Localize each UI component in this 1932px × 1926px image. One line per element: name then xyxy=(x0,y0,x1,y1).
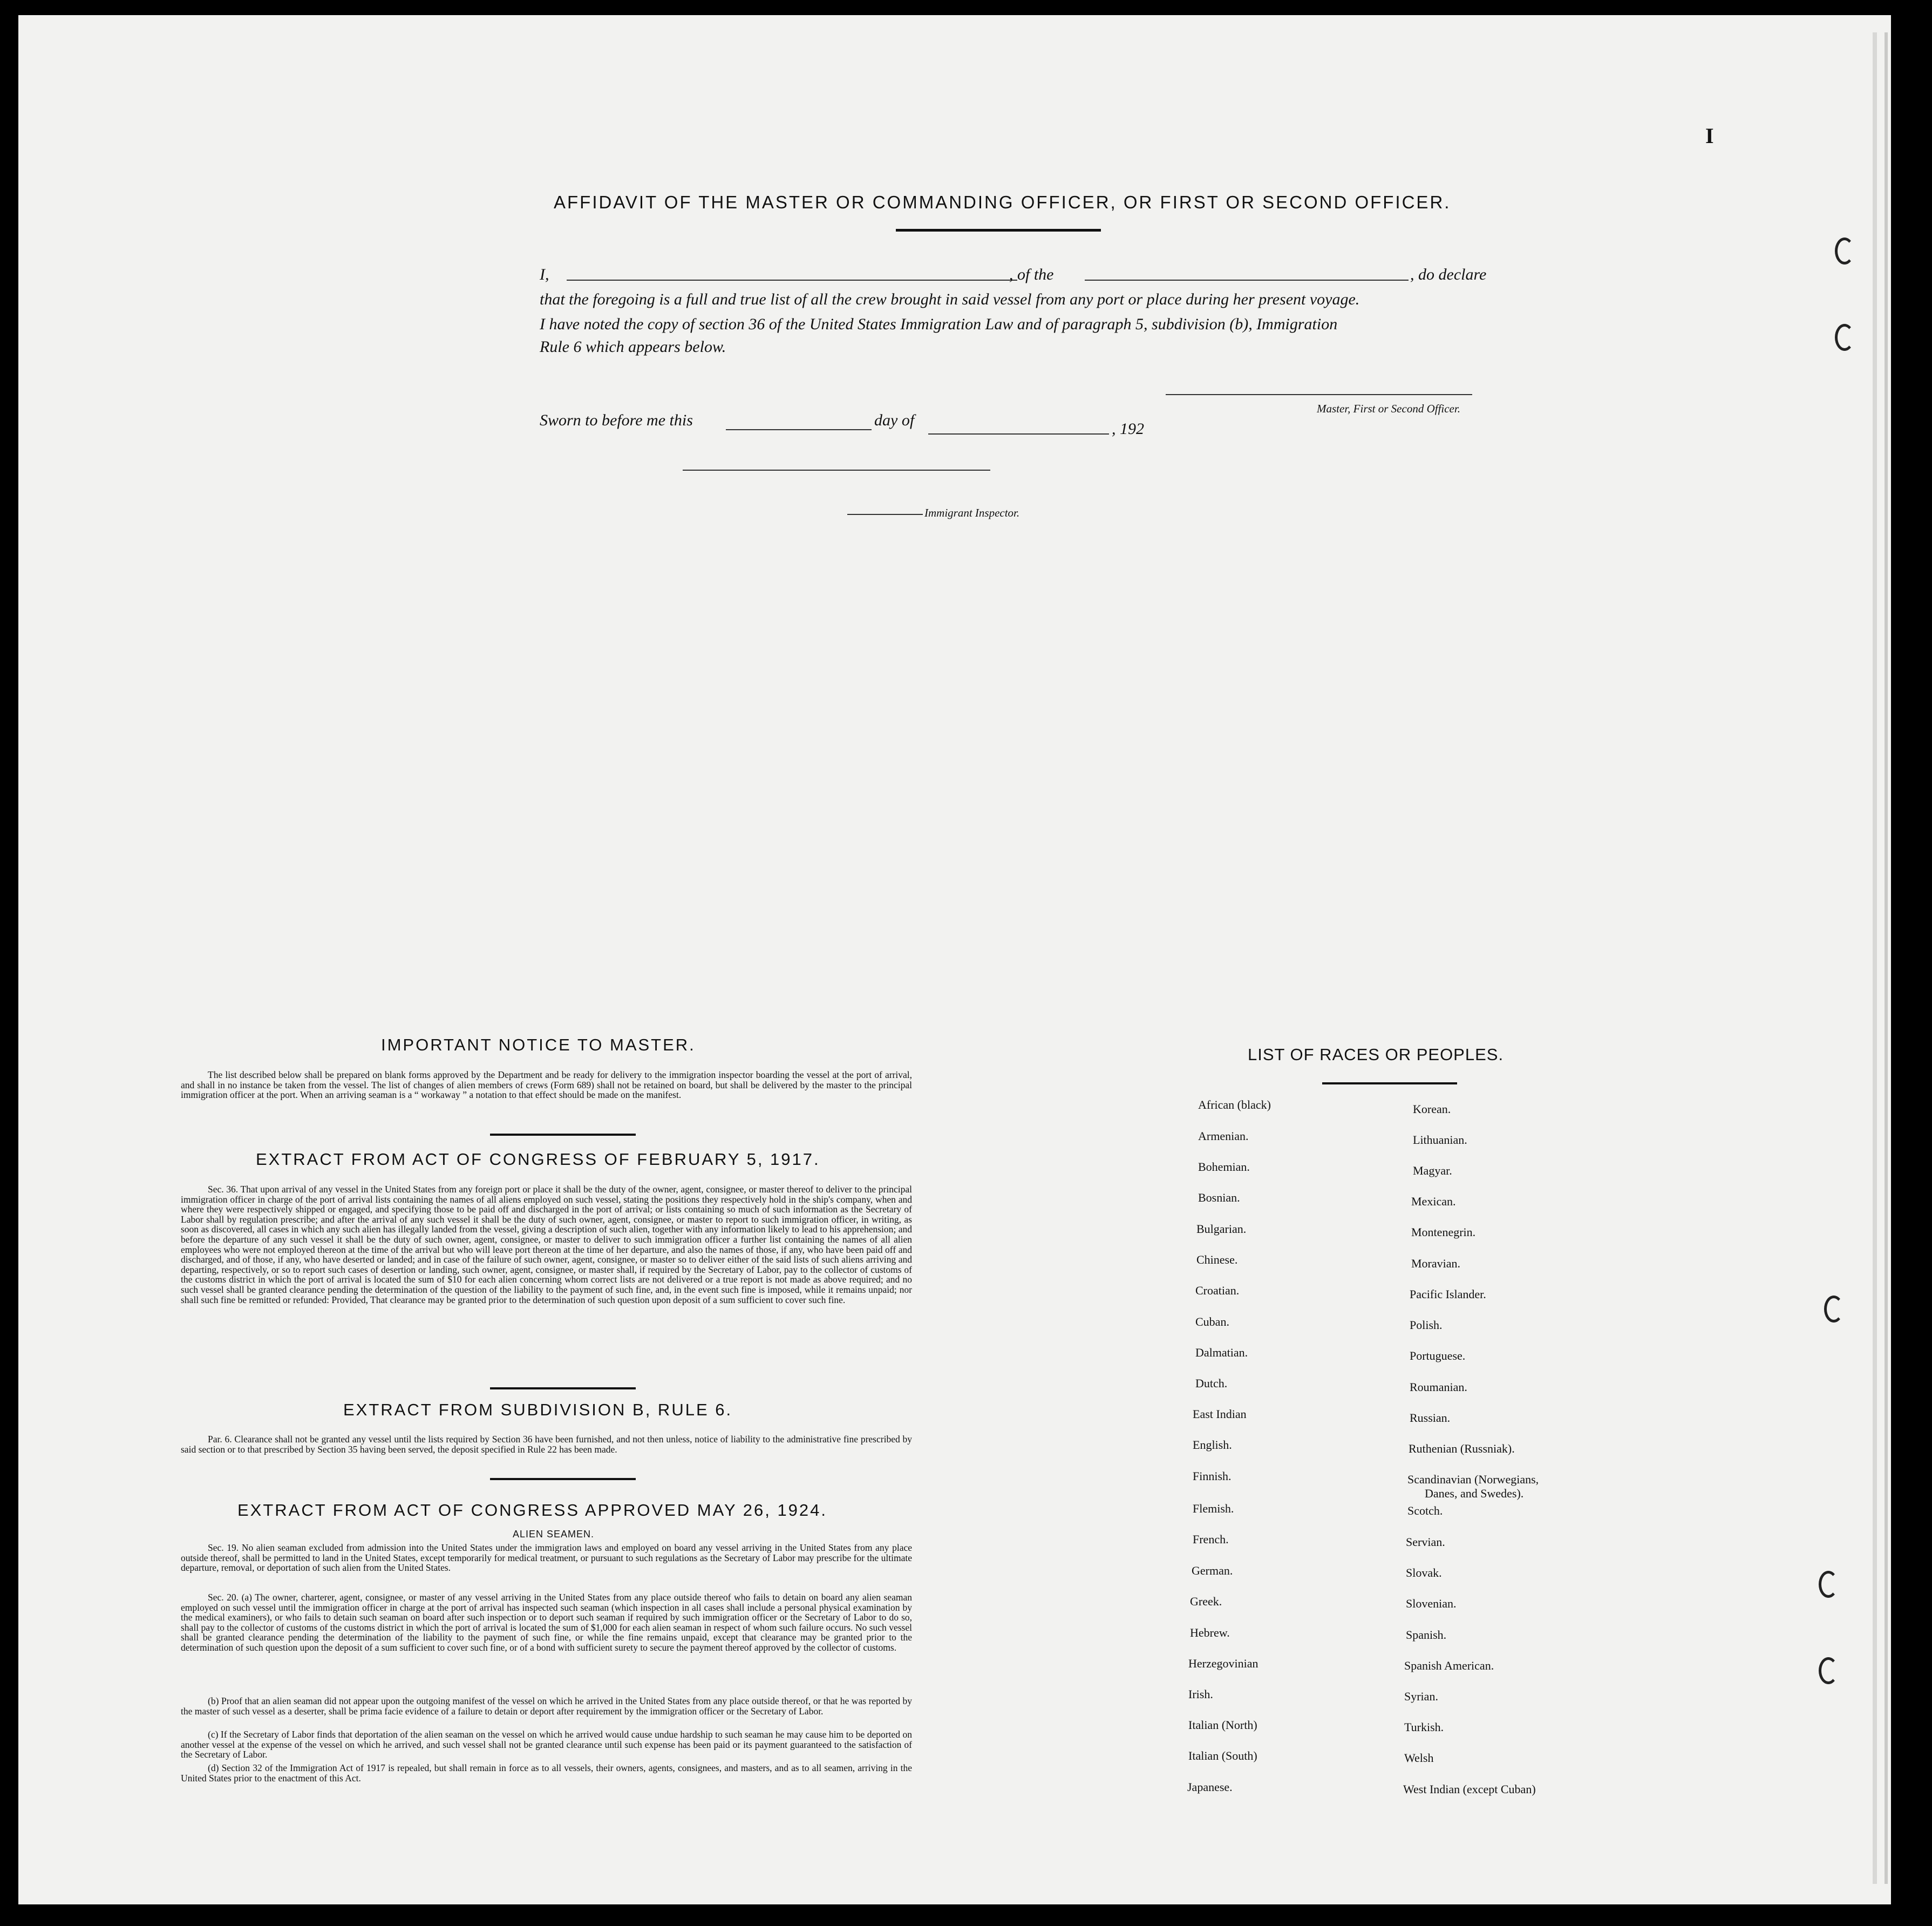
race-left-6: Croatian. xyxy=(1195,1284,1240,1297)
binder-hole xyxy=(1835,324,1854,351)
race-left-19: Irish. xyxy=(1188,1687,1213,1701)
race-left-5: Chinese. xyxy=(1196,1253,1238,1266)
extract-1917-title: EXTRACT FROM ACT OF CONGRESS OF FEBRUARY 5, 1917. xyxy=(256,1150,820,1169)
notice-body: The list described below shall be prepared on blank forms approved by the Department and be ready for delivery to the immigration inspector boarding the vessel at the port of arrival, and shall in no instance be taken from the vessel. The list of changes of alien members of crews (Form 689) shall not be retained on board, but shall be delivered by the master to the principal immigration officer at the port. When an arriving seaman is a “ workaway ” a notation to that effect should be made on the manifest. xyxy=(181,1069,912,1101)
race-right-18: Spanish American. xyxy=(1404,1659,1494,1672)
sworn-prefix: Sworn to before me this xyxy=(540,411,693,429)
races-title: LIST OF RACES OR PEOPLES. xyxy=(1248,1045,1504,1064)
race-right-8: Portuguese. xyxy=(1410,1349,1466,1362)
sec20d-body: (d) Section 32 of the Immigration Act of 1917 is repealed, but shall remain in force as to all vessels, their owners, agents, consignees, and masters, and as to all seamen, arriving in the United States prior to the enactment of this Act. xyxy=(181,1762,912,1783)
sec20a-body: Sec. 20. (a) The owner, charterer, agent, consignee, or master of any vessel arriving in the United States from any place outside thereof who fails to detain on board any alien seaman employed on such vessel until the immigration officer in charge at the port of arrival has inspected such seaman (which inspection in all cases shall include a personal physical examination by the medical examiners), or who fails to detain such seaman on board after such inspection or to deport such seaman if required by such immigration officer or the Secretary of Labor to do so, shall pay to the collector of customs of the customs district in which the port of arrival is located the sum of $1,000 for each alien seaman in respect of whom such failure occurs. No such vessel shall be granted clearance pending the determination of the liability to the payment of such fine, or while the fine remains unpaid, except that clearance may be granted prior to the determination of such question upon the deposit of a sum sufficient to cover such fine, or of a bond with sufficient surety to secure the payment thereof approved by the collector of customs. xyxy=(181,1592,912,1653)
extract-rule6-rule xyxy=(490,1478,636,1480)
race-right-21: Welsh xyxy=(1404,1751,1434,1765)
binder-hole xyxy=(1835,238,1854,265)
title-rule xyxy=(896,229,1101,232)
extract-1924-title: EXTRACT FROM ACT OF CONGRESS APPROVED MAY 26, 1924. xyxy=(237,1501,828,1520)
page-edge xyxy=(1873,32,1877,1884)
affidavit-title: AFFIDAVIT OF THE MASTER OR COMMANDING OFFICER, OR FIRST OR SECOND OFFICER. xyxy=(554,192,1451,212)
inspector-short-line xyxy=(847,514,923,515)
sworn-year: , 192 xyxy=(1112,420,1144,438)
race-left-17: Hebrew. xyxy=(1190,1626,1230,1639)
sec20c-body: (c) If the Secretary of Labor finds that deportation of the alien seaman on the vessel on which he arrived would cause undue hardship to such seaman he may cause him to be deported on another vessel at the expense of the vessel on which he arrived, and such vessel shall not be granted clearance until such expense has been paid or its payment guaranteed to the satisfaction of the Secretary of Labor. xyxy=(181,1729,912,1760)
sworn-day-of: day of xyxy=(874,411,915,429)
race-left-3: Bosnian. xyxy=(1198,1191,1240,1204)
signature-line[interactable] xyxy=(1166,394,1472,395)
notice-rule xyxy=(490,1134,636,1136)
race-left-18: Herzegovinian xyxy=(1188,1657,1258,1670)
master-name-blank[interactable] xyxy=(567,280,1017,281)
affidavit-line2: that the foregoing is a full and true list of all the crew brought in said vessel from any port or place during her present voyage. xyxy=(540,290,1360,308)
race-left-22: Japanese. xyxy=(1187,1780,1233,1794)
race-left-4: Bulgarian. xyxy=(1196,1222,1247,1236)
race-left-9: Dutch. xyxy=(1195,1376,1228,1390)
affidavit-of-the: , of the xyxy=(1009,266,1054,283)
race-left-8: Dalmatian. xyxy=(1195,1346,1248,1359)
race-right-14: Servian. xyxy=(1406,1535,1445,1549)
race-left-21: Italian (South) xyxy=(1188,1749,1257,1762)
race-right-15: Slovak. xyxy=(1406,1566,1442,1579)
affidavit-line4: Rule 6 which appears below. xyxy=(540,338,726,356)
race-left-13: Flemish. xyxy=(1193,1502,1234,1515)
race-left-2: Bohemian. xyxy=(1198,1160,1250,1174)
sec19-body: Sec. 19. No alien seaman excluded from admission into the United States under the immigration laws and employed on board any vessel arriving in the United States from any place outside thereof, shall be permitted to land in the United States, except temporarily for medical treatment, or pursuant to such regulations as the Secretary of Labor may prescribe for the ultimate departure, removal, or deportation of such alien from the United States. xyxy=(181,1542,912,1574)
race-right-9: Roumanian. xyxy=(1410,1380,1467,1394)
inspector-caption: Immigrant Inspector. xyxy=(924,506,1020,519)
race-left-1: Armenian. xyxy=(1198,1129,1249,1143)
sworn-month-blank[interactable] xyxy=(928,433,1109,435)
race-right-11: Ruthenian (Russniak). xyxy=(1409,1442,1515,1455)
extract-rule6-body: Par. 6. Clearance shall not be granted any vessel until the lists required by Section 36 have been furnished, and not then unless, notice of liability to the administrative fine prescribed by said section or to that prescribed by Section 35 having been served, the deposit specified in Rule 22 has been made. xyxy=(181,1434,912,1455)
extract-1917-rule xyxy=(490,1387,636,1389)
extract-1917-body: Sec. 36. That upon arrival of any vessel in the United States from any foreign port or place it shall be the duty of the owner, agent, consignee, or master thereof to deliver to the principal immigration officer in charge of the port of arrival lists containing the names of all aliens employed on such vessel, stating the positions they respectively hold in the ship's company, when and where they were respectively shipped or engaged, and specifying those to be paid off and discharged in the port of arrival; or lists containing so much of such information as the Secretary of Labor shall by regulation prescribe; and after the arrival of any such vessel it shall be the duty of such owner, agent, consignee, or master to report to such immigration officer, in writing, as soon as discovered, all cases in which any such alien has illegally landed from the vessel, giving a description of such alien, together with any information likely to lead to his apprehension; and before the departure of any such vessel it shall be the duty of such owner, agent, consignee, or master to deliver to such immigration officer a further list containing the names of all alien employees who were not employed thereon at the time of the arrival but who will leave port thereon at the time of her departure, and also the names of those, if any, who have been paid off and discharged, and of those, if any, who have deserted or landed; and in case of the failure of such owner, agent, consignee, or master so to deliver either of the said lists of such aliens arriving and departing, respectively, or so to report such cases of desertion or landing, such owner, agent, consignee, or master shall, if required by the Secretary of Labor, pay to the collector of customs of the customs district in which the port of arrival is located the sum of $10 for each alien concerning whom correct lists are not delivered or a true report is not made as above required; and no such vessel shall be granted clearance pending the determination of the question of the liability to the payment of such fine, and, in the event such fine is imposed, while it remains unpaid; nor shall such fine be remitted or refunded: Provided, That clearance may be granted prior to the determination of such question upon deposit of a sum sufficient to cover such fine. xyxy=(181,1184,912,1305)
race-right-12: Scandinavian (Norwegians, xyxy=(1407,1473,1539,1486)
race-right-17: Spanish. xyxy=(1406,1628,1447,1642)
race-left-16: Greek. xyxy=(1190,1595,1222,1608)
race-right-1: Lithuanian. xyxy=(1413,1133,1467,1147)
extract-1924-subtitle: ALIEN SEAMEN. xyxy=(513,1529,595,1540)
race-left-11: English. xyxy=(1193,1438,1232,1452)
binder-hole xyxy=(1819,1571,1838,1598)
race-right-2: Magyar. xyxy=(1413,1164,1452,1177)
race-left-0: African (black) xyxy=(1198,1098,1271,1111)
race-right-0: Korean. xyxy=(1413,1102,1451,1116)
sec20b-body: (b) Proof that an alien seaman did not appear upon the outgoing manifest of the vessel on which he arrived in the United States from any place outside thereof, or that he was reported by the master of such vessel as a deserter, shall be prima facie evidence of a failure to detain or deport after requirement by the immigration officer or the Secretary of Labor. xyxy=(181,1696,912,1717)
sworn-day-blank[interactable] xyxy=(726,429,872,430)
race-right-3: Mexican. xyxy=(1411,1195,1456,1208)
race-left-10: East Indian xyxy=(1193,1407,1247,1421)
binder-hole xyxy=(1824,1296,1843,1323)
page-edge-back xyxy=(1885,32,1888,1884)
binder-hole xyxy=(1819,1657,1838,1684)
race-right-19: Syrian. xyxy=(1404,1690,1438,1703)
affidavit-do-declare: , do declare xyxy=(1410,266,1487,283)
race-left-12: Finnish. xyxy=(1193,1469,1232,1483)
page-mark: I xyxy=(1705,124,1714,148)
race-left-14: French. xyxy=(1193,1532,1229,1546)
affidavit-line3: I have noted the copy of section 36 of the United States Immigration Law and of paragraph 5, subdivision (b), Immigration xyxy=(540,315,1338,333)
race-right-6: Pacific Islander. xyxy=(1410,1287,1486,1301)
races-rule xyxy=(1322,1082,1457,1084)
race-left-20: Italian (North) xyxy=(1188,1718,1257,1732)
race-left-7: Cuban. xyxy=(1195,1315,1229,1328)
race-right-12-cont: Danes, and Swedes). xyxy=(1425,1487,1524,1500)
race-left-15: German. xyxy=(1192,1564,1233,1577)
race-right-7: Polish. xyxy=(1410,1318,1443,1332)
race-right-20: Turkish. xyxy=(1404,1720,1444,1734)
affidavit-i: I, xyxy=(540,266,549,283)
race-right-16: Slovenian. xyxy=(1406,1597,1457,1610)
vessel-name-blank[interactable] xyxy=(1085,280,1409,281)
race-right-5: Moravian. xyxy=(1411,1257,1461,1270)
inspector-signature-line[interactable] xyxy=(683,470,990,471)
race-right-4: Montenegrin. xyxy=(1411,1225,1476,1239)
extract-rule6-title: EXTRACT FROM SUBDIVISION B, RULE 6. xyxy=(343,1400,733,1419)
notice-title: IMPORTANT NOTICE TO MASTER. xyxy=(381,1035,696,1054)
race-right-10: Russian. xyxy=(1410,1411,1451,1425)
race-right-13: Scotch. xyxy=(1407,1504,1443,1517)
race-right-22: West Indian (except Cuban) xyxy=(1403,1782,1536,1796)
signature-caption: Master, First or Second Officer. xyxy=(1317,402,1460,415)
